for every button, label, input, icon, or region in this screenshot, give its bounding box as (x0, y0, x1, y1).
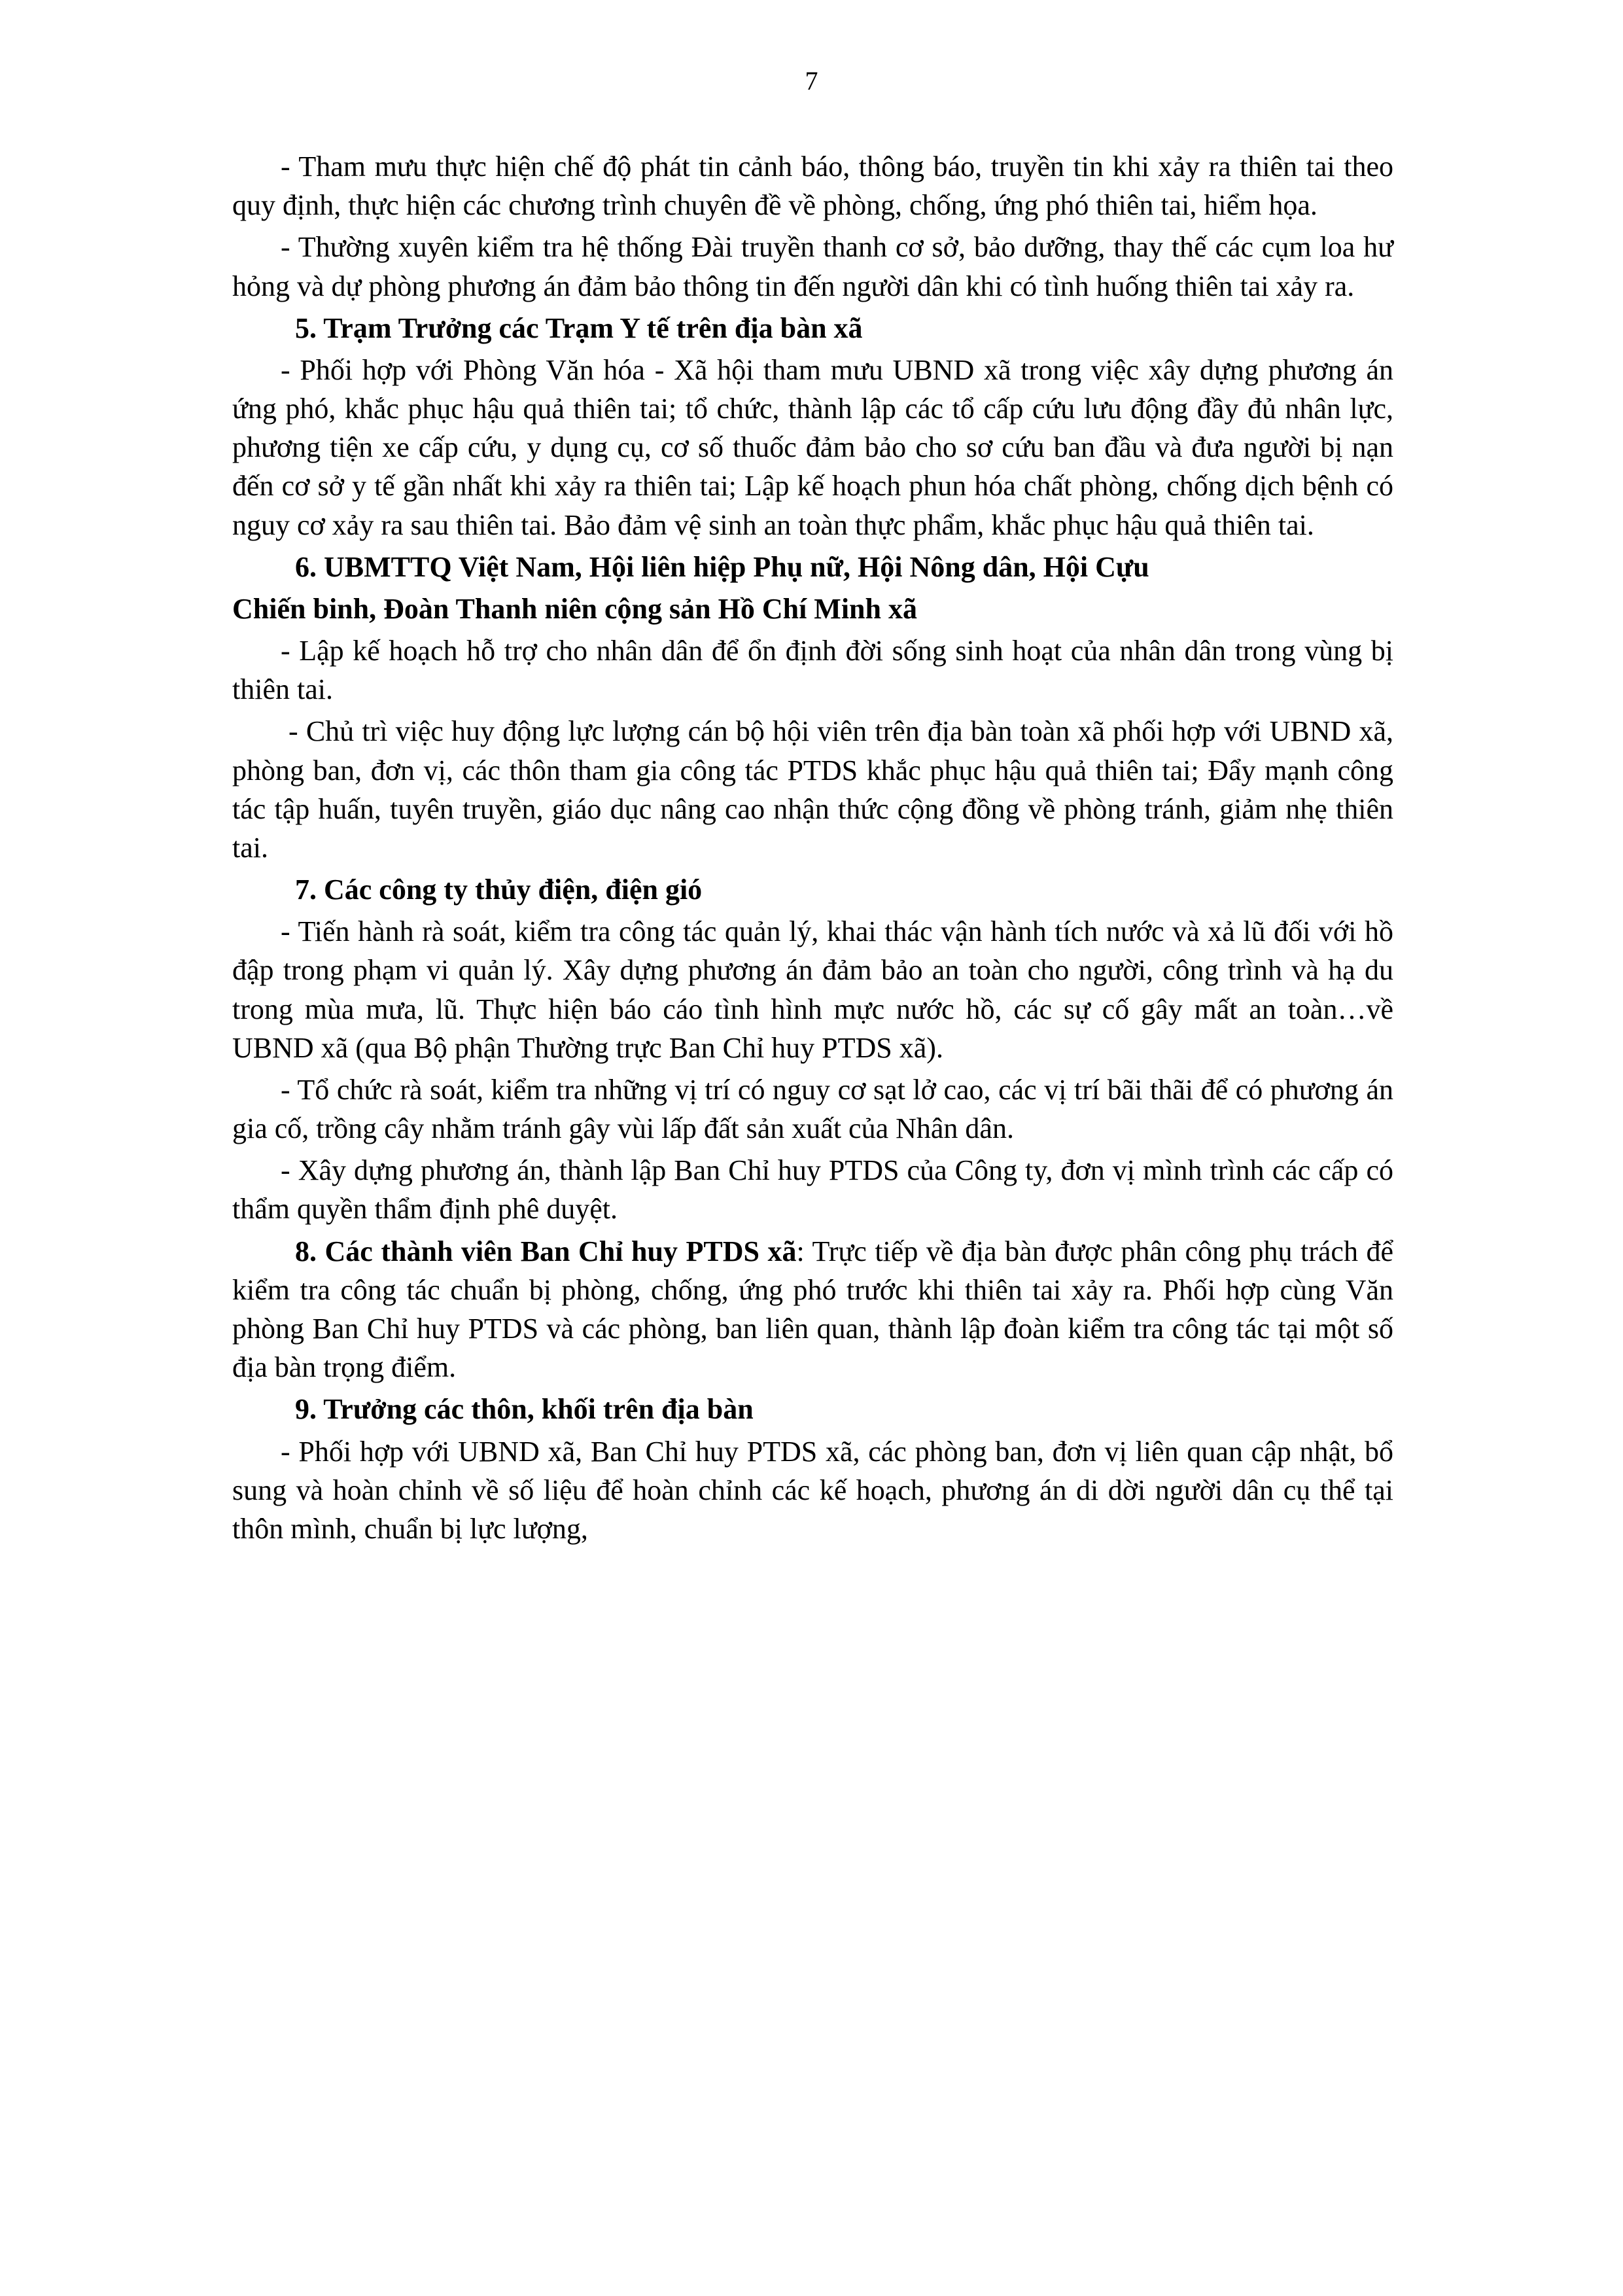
section-8-lead: 8. Các thành viên Ban Chỉ huy PTDS xã (295, 1235, 797, 1267)
paragraph-phoi-hop-phong-van-hoa: - Phối hợp với Phòng Văn hóa - Xã hội tham mưu UBND xã trong việc xây dựng phương án ứng phó, khắc phục hậu quả thiên tai; tổ chức, thành lập các tổ cấp cứu lưu động đầy đủ nhân lực, phương tiện xe cấp cứu, y dụng cụ, cơ số thuốc đảm bảo cho sơ cứu ban đầu và đưa người bị nạn đến cơ sở y tế gần nhất khi xảy ra thiên tai; Lập kế hoạch phun hóa chất phòng, chống dịch bệnh có nguy cơ xảy ra sau thiên tai. Bảo đảm vệ sinh an toàn thực phẩm, khắc phục hậu quả thiên tai. (232, 353, 1393, 541)
heading-section-9: 9. Trưởng các thôn, khối trên địa bàn (295, 1393, 754, 1426)
paragraph-tien-hanh-ra-soat: - Tiến hành rà soát, kiểm tra công tác quản lý, khai thác vận hành tích nước và xả lũ đối với hồ đập trong phạm vi quản lý. Xây dựng phương án đảm bảo an toàn cho người, công trình và hạ du trong mùa mưa, lũ. Thực hiện báo cáo tình hình mực nước hồ, các sự cố gây mất an toàn…về UBND xã (qua Bộ phận Thường trực Ban Chỉ huy PTDS xã). (232, 915, 1393, 1064)
paragraph-chu-tri-huy-dong: - Chủ trì việc huy động lực lượng cán bộ hội viên trên địa bàn toàn xã phối hợp với UBND xã, phòng ban, đơn vị, các thôn tham gia công tác PTDS khắc phục hậu quả thiên tai; Đẩy mạnh công tác tập huấn, tuyên truyền, giáo dục nâng cao nhận thức cộng đồng về phòng tránh, giảm nhẹ thiên tai. (232, 715, 1393, 864)
paragraph-thuong-xuyen-kiem-tra: - Thường xuyên kiểm tra hệ thống Đài truyền thanh cơ sở, bảo dưỡng, thay thế các cụm loa hư hỏng và dự phòng phương án đảm bảo thông tin đến người dân khi có tình huống thiên tai xảy ra. (232, 231, 1393, 302)
paragraph-lap-ke-hoach-ho-tro: - Lập kế hoạch hỗ trợ cho nhân dân để ổn định đời sống sinh hoạt của nhân dân trong vùng bị thiên tai. (232, 635, 1393, 706)
heading-section-6-line1: 6. UBMTTQ Việt Nam, Hội liên hiệp Phụ nữ, Hội Nông dân, Hội Cựu (295, 550, 1149, 583)
section-8-body: : Trực tiếp về địa bàn được phân công phụ trách để kiểm tra công tác chuẩn bị phòng, chống, ứng phó trước khi thiên tai xảy ra. Phối hợp cùng Văn phòng Ban Chỉ huy PTDS và các phòng, ban liên quan, thành lập đoàn kiểm tra công tác tại một số địa bàn trọng điểm. (232, 1235, 1394, 1384)
page-number: 7 (805, 66, 818, 96)
paragraph-xay-dung-phuong-an: - Xây dựng phương án, thành lập Ban Chỉ huy PTDS của Công ty, đơn vị mình trình các cấp có thẩm quyền thẩm định phê duyệt. (232, 1154, 1393, 1226)
paragraph-to-chuc-ra-soat: - Tổ chức rà soát, kiểm tra những vị trí có nguy cơ sạt lở cao, các vị trí bãi thãi để có phương án gia cố, trồng cây nhằm tránh gây vùi lấp đất sản xuất của Nhân dân. (232, 1073, 1393, 1145)
heading-section-7: 7. Các công ty thủy điện, điện gió (295, 874, 703, 906)
paragraph-section-8 (232, 1232, 1393, 1387)
paragraph-phoi-hop-ubnd-xa: - Phối hợp với UBND xã, Ban Chỉ huy PTDS xã, các phòng ban, đơn vị liên quan cập nhật, bổ sung và hoàn chỉnh về số liệu để hoàn chỉnh các kế hoạch, phương án di dời người dân cụ thể tại thôn mình, chuẩn bị lực lượng, (232, 1435, 1393, 1545)
document-body (232, 147, 1393, 1551)
heading-section-6-line2: Chiến binh, Đoàn Thanh niên cộng sản Hồ Chí Minh xã (232, 592, 917, 625)
paragraph-tham-muu: - Tham mưu thực hiện chế độ phát tin cảnh báo, thông báo, truyền tin khi xảy ra thiên tai theo quy định, thực hiện các chương trình chuyên đề về phòng, chống, ứng phó thiên tai, hiểm họa. (232, 150, 1393, 222)
heading-section-5: 5. Trạm Trưởng các Trạm Y tế trên địa bàn xã (295, 311, 863, 344)
